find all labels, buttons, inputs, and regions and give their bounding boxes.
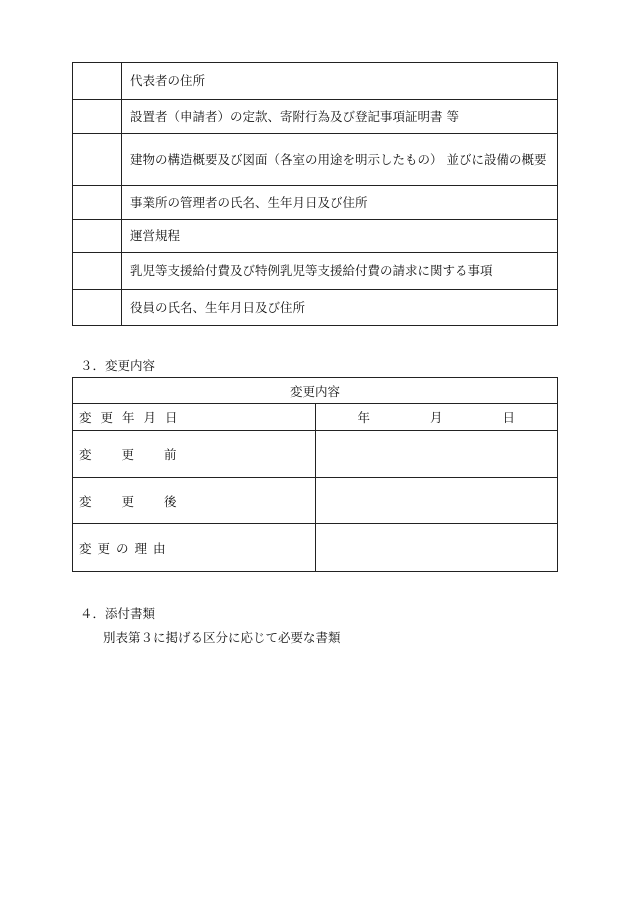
month-unit: 月 — [429, 410, 443, 425]
item-cell: 事業所の管理者の氏名、生年月日及び住所 — [122, 186, 558, 220]
item-cell: 乳児等支援給付費及び特例乳児等支援給付費の請求に関する事項 — [122, 253, 558, 290]
checkbox-cell[interactable] — [73, 253, 122, 290]
after-label-cell — [73, 478, 316, 524]
change-table-title: 変更内容 — [73, 378, 558, 404]
change-content-table — [72, 377, 558, 572]
checkbox-cell[interactable] — [73, 290, 122, 326]
checkbox-cell[interactable] — [73, 100, 122, 134]
after-field[interactable] — [315, 478, 558, 524]
reason-field[interactable] — [315, 524, 558, 572]
year-unit: 年 — [357, 410, 370, 425]
date-units — [316, 408, 558, 426]
change-date-label-text: 変更年月日 — [79, 410, 187, 425]
checkbox-cell[interactable] — [73, 63, 122, 100]
day-unit: 日 — [502, 410, 516, 425]
section4-heading: ４．添付書類 — [80, 606, 156, 621]
item-cell: 建物の構造概要及び図面（各室の用途を明示したもの） 並びに設備の概要 — [122, 134, 558, 186]
item-cell: 代表者の住所 — [122, 63, 558, 100]
before-field[interactable] — [315, 431, 558, 478]
section3-heading: ３．変更内容 — [80, 358, 156, 373]
item-cell: 運営規程 — [122, 220, 558, 253]
change-date-label — [73, 404, 316, 431]
reason-label-cell — [73, 524, 316, 572]
checkbox-cell[interactable] — [73, 220, 122, 253]
after-label: 変更後 — [79, 493, 207, 509]
attachment-note: 別表第３に掲げる区分に応じて必要な書類 — [103, 630, 341, 645]
item-cell: 役員の氏名、生年月日及び住所 — [122, 290, 558, 326]
item-cell: 設置者（申請者）の定款、寄附行為及び登記事項証明書 等 — [122, 100, 558, 134]
checkbox-cell[interactable] — [73, 186, 122, 220]
attachment-items-table — [72, 62, 558, 326]
before-label: 変更前 — [79, 447, 207, 462]
checkbox-cell[interactable] — [73, 134, 122, 186]
change-date-field[interactable] — [315, 404, 558, 431]
before-label-cell — [73, 431, 316, 478]
reason-label: 変更の理由 — [79, 540, 172, 556]
